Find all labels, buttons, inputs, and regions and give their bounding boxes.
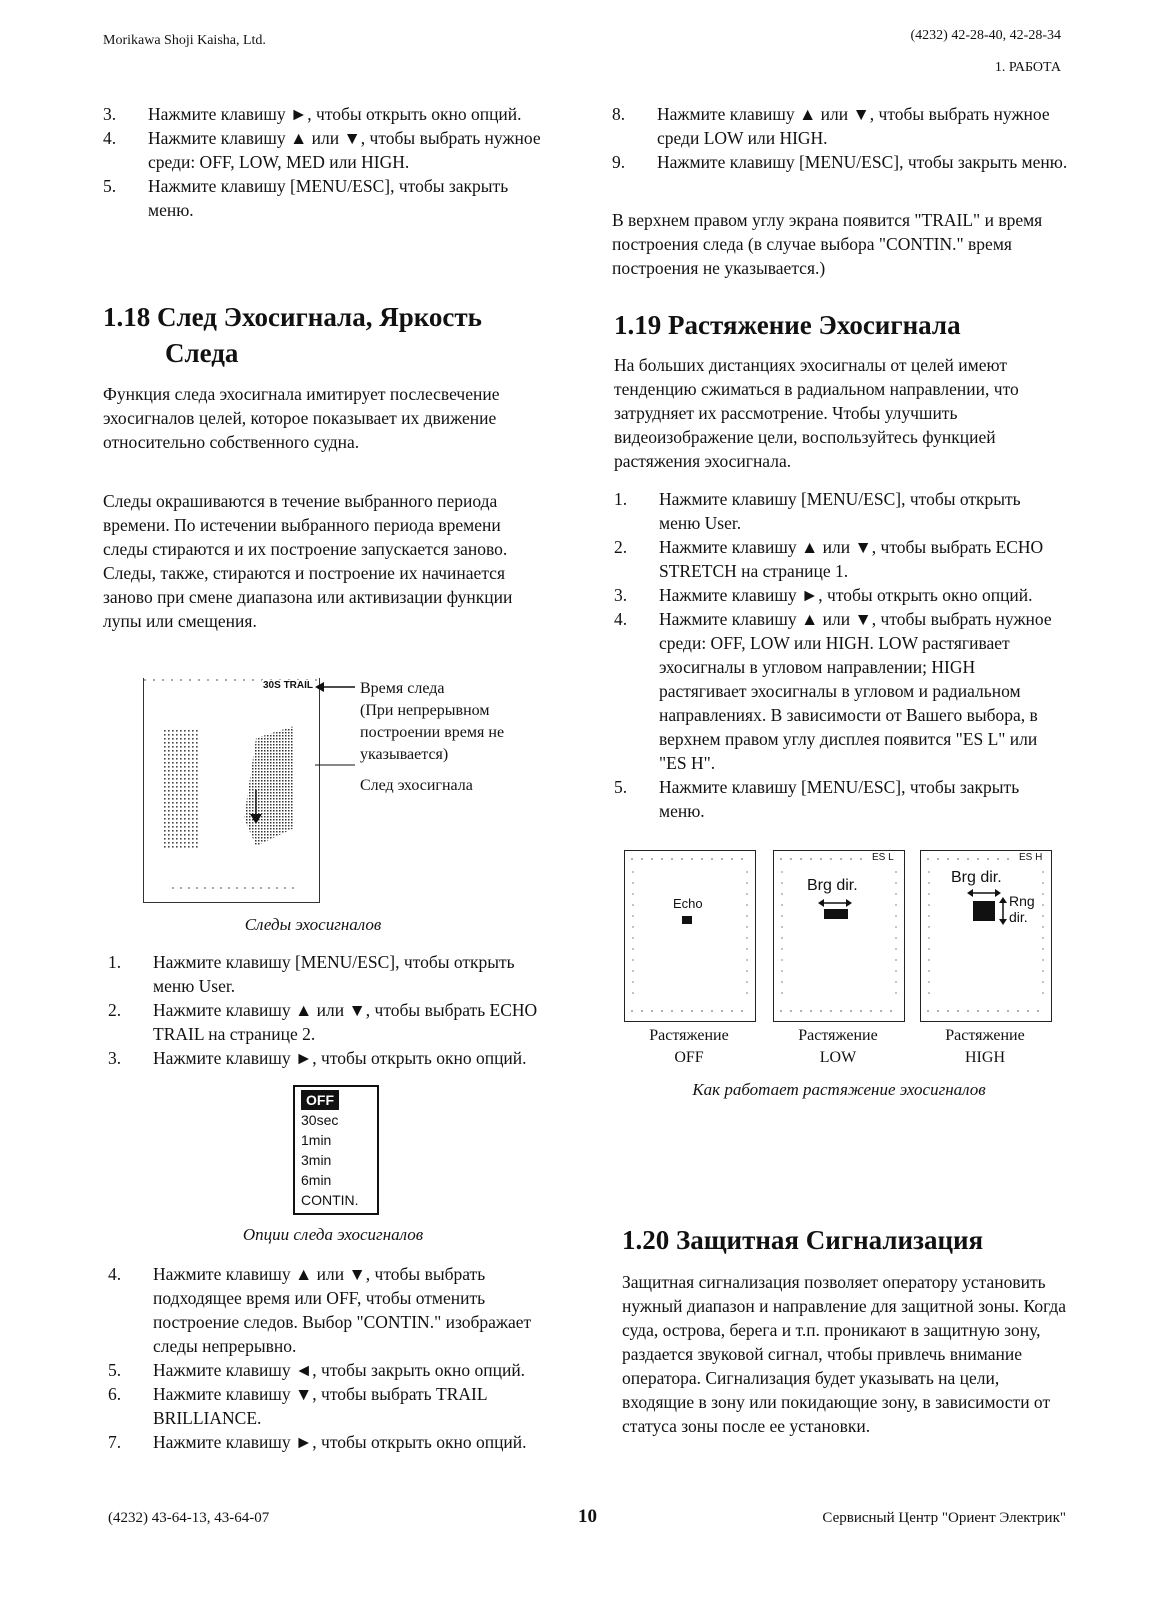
trail-figure-caption: Следы эхосигналов <box>244 915 382 934</box>
section-title-118: 1.18 След Эхосигнала, Яркость <box>103 302 482 332</box>
echo-mark <box>682 916 692 924</box>
echo-mark-low <box>824 909 848 919</box>
list-item: 9. Нажмите клавишу [MENU/ESC], чтобы закрыть меню. <box>612 152 1068 172</box>
page-number: 10 <box>578 1506 597 1527</box>
list-item: 3. Нажмите клавишу ►, чтобы открыть окно опций. <box>108 1048 527 1068</box>
option-item: 3min <box>301 1152 332 1168</box>
stretch-figure-caption: Как работает растяжение эхосигналов <box>692 1080 986 1099</box>
stretch-panel-high <box>920 850 1052 1022</box>
list-item: 2. Нажмите клавишу ▲ или ▼, чтобы выбрать ECHO STRETCH на странице 1. <box>614 537 1044 581</box>
trail-echo-left <box>162 728 200 848</box>
paragraph-stretch-intro: На больших дистанциях эхосигналы от целей имеют тенденцию сжиматься в радиальном направлении, что затрудняет их рассмотрение. Чтобы улучшить видеоизображение цели, воспользуйтесь функцией растяжения эхосигнала. <box>614 355 1019 471</box>
list-item: 8. Нажмите клавишу ▲ или ▼, чтобы выбрать нужное среди LOW или HIGH. <box>612 104 1050 148</box>
right-steps-top <box>612 102 1072 174</box>
list-item: 7. Нажмите клавишу ►, чтобы открыть окно опций. <box>108 1432 527 1452</box>
list-item: 5. Нажмите клавишу ◄, чтобы закрыть окно опций. <box>108 1360 526 1380</box>
section-title-118-cont: Следа <box>165 338 239 368</box>
left-steps-top <box>103 102 543 222</box>
es-l-tag: ES L <box>872 852 894 863</box>
stretch-panel-low <box>773 850 905 1022</box>
callout-trail-time-note: (При непрерывном построении время не указывается) <box>360 702 505 763</box>
list-item: 5. Нажмите клавишу [MENU/ESC], чтобы закрыть меню. <box>614 777 1020 821</box>
header-chapter: 1. РАБОТА <box>994 60 1061 75</box>
right-steps-stretch <box>614 487 1064 823</box>
echo-label: Echo <box>673 896 703 911</box>
paragraph-guard-alarm: Защитная сигнализация позволяет оператору установить нужный диапазон и направление для защитной зоны. Когда суда, острова, берега и т.п. проникают в защитную зону, раздается звуковой сигнал, чтобы привлечь внимание оператора. Сигнализация будет указывать на цели, входящие в зону или покидающие зону, в зависимости от статуса зоны после ее установки. <box>622 1272 1067 1436</box>
panel-caption-off: Растяжение OFF <box>649 1027 729 1066</box>
brg-dir-label-high: Brg dir. <box>951 869 1002 886</box>
option-item: CONTIN. <box>301 1192 359 1208</box>
trail-options-menu <box>293 1085 379 1215</box>
paragraph-trail-indicator: В верхнем правом углу экрана появится "TRAIL" и время построения следа (в случае выбора "CONTIN." время построения не указывается.) <box>612 210 1043 278</box>
panel-caption-high: Растяжение HIGH <box>945 1027 1025 1066</box>
callout-echo-trail: След эхосигнала <box>360 777 473 794</box>
stretch-panel-off <box>624 850 756 1022</box>
callout-lines <box>315 680 357 780</box>
header-phones: (4232) 42-28-40, 42-28-34 <box>910 28 1061 43</box>
trail-figure-graphic <box>144 678 319 902</box>
trail-echo-right <box>244 726 294 846</box>
option-item: 1min <box>301 1132 332 1148</box>
option-item: 30sec <box>301 1112 339 1128</box>
list-item: 1. Нажмите клавишу [MENU/ESC], чтобы открыть меню User. <box>108 952 515 996</box>
footer-phones: (4232) 43-64-13, 43-64-07 <box>108 1510 270 1526</box>
trail-figure-screen <box>143 678 320 903</box>
list-item: 6. Нажмите клавишу ▼, чтобы выбрать TRAIL BRILLIANCE. <box>108 1384 487 1428</box>
es-h-tag: ES H <box>1019 852 1043 863</box>
footer-service: Сервисный Центр "Ориент Электрик" <box>822 1510 1066 1526</box>
trail-time-tag: 30S TRAIL <box>263 680 314 691</box>
list-item: 3. Нажмите клавишу ►, чтобы открыть окно опций. <box>614 585 1033 605</box>
options-caption: Опции следа эхосигналов <box>242 1225 424 1244</box>
paragraph-trail-intro: Функция следа эхосигнала имитирует послесвечение эхосигналов целей, которое показывает их движение относительно собственного судна. <box>103 384 500 452</box>
list-item: 4. Нажмите клавишу ▲ или ▼, чтобы выбрать нужное среди: OFF, LOW или HIGH. LOW растягивает эхосигналы в угловом направлении; HIGH растягивает эхосигналы в угловом и радиальном направлениях. В зависимости от Вашего выбора, в верхнем правом углу дисплея появится "ES L" или "ES H". <box>614 609 1052 773</box>
brg-dir-label: Brg dir. <box>807 877 858 894</box>
panel-caption-low: Растяжение LOW <box>798 1027 878 1066</box>
section-title-120: 1.20 Защитная Сигнализация <box>622 1225 984 1255</box>
list-item: 2. Нажмите клавишу ▲ или ▼, чтобы выбрать ECHO TRAIL на странице 2. <box>108 1000 538 1044</box>
dir-label: dir. <box>1009 909 1028 925</box>
list-item: 5. Нажмите клавишу [MENU/ESC], чтобы закрыть меню. <box>103 176 509 220</box>
list-item: 4. Нажмите клавишу ▲ или ▼, чтобы выбрать подходящее время или OFF, чтобы отменить построение следов. Выбор "CONTIN." изображает следы непрерывно. <box>108 1264 532 1356</box>
option-item: 6min <box>301 1172 332 1188</box>
list-item: 1. Нажмите клавишу [MENU/ESC], чтобы открыть меню User. <box>614 489 1021 533</box>
header-company: Morikawa Shoji Kaisha, Ltd. <box>103 33 266 48</box>
list-item: 4. Нажмите клавишу ▲ или ▼, чтобы выбрать нужное среди: OFF, LOW, MED или HIGH. <box>103 128 541 172</box>
rng-label: Rng <box>1009 893 1035 909</box>
section-title-119: 1.19 Растяжение Эхосигнала <box>614 310 961 340</box>
list-item: 3. Нажмите клавишу ►, чтобы открыть окно опций. <box>103 104 522 124</box>
paragraph-trail-detail: Следы окрашиваются в течение выбранного периода времени. По истечении выбранного периода времени следы стираются и их построение запускается заново. Следы, также, стираются и построение их начинается заново при смене диапазона или активизации функции лупы или смещения. <box>103 491 513 631</box>
callout-trail-time: Время следа <box>360 680 445 697</box>
option-selected: OFF <box>301 1090 339 1110</box>
left-steps-mid <box>108 950 548 1070</box>
echo-mark-high <box>973 901 995 921</box>
left-steps-bottom <box>108 1262 553 1454</box>
